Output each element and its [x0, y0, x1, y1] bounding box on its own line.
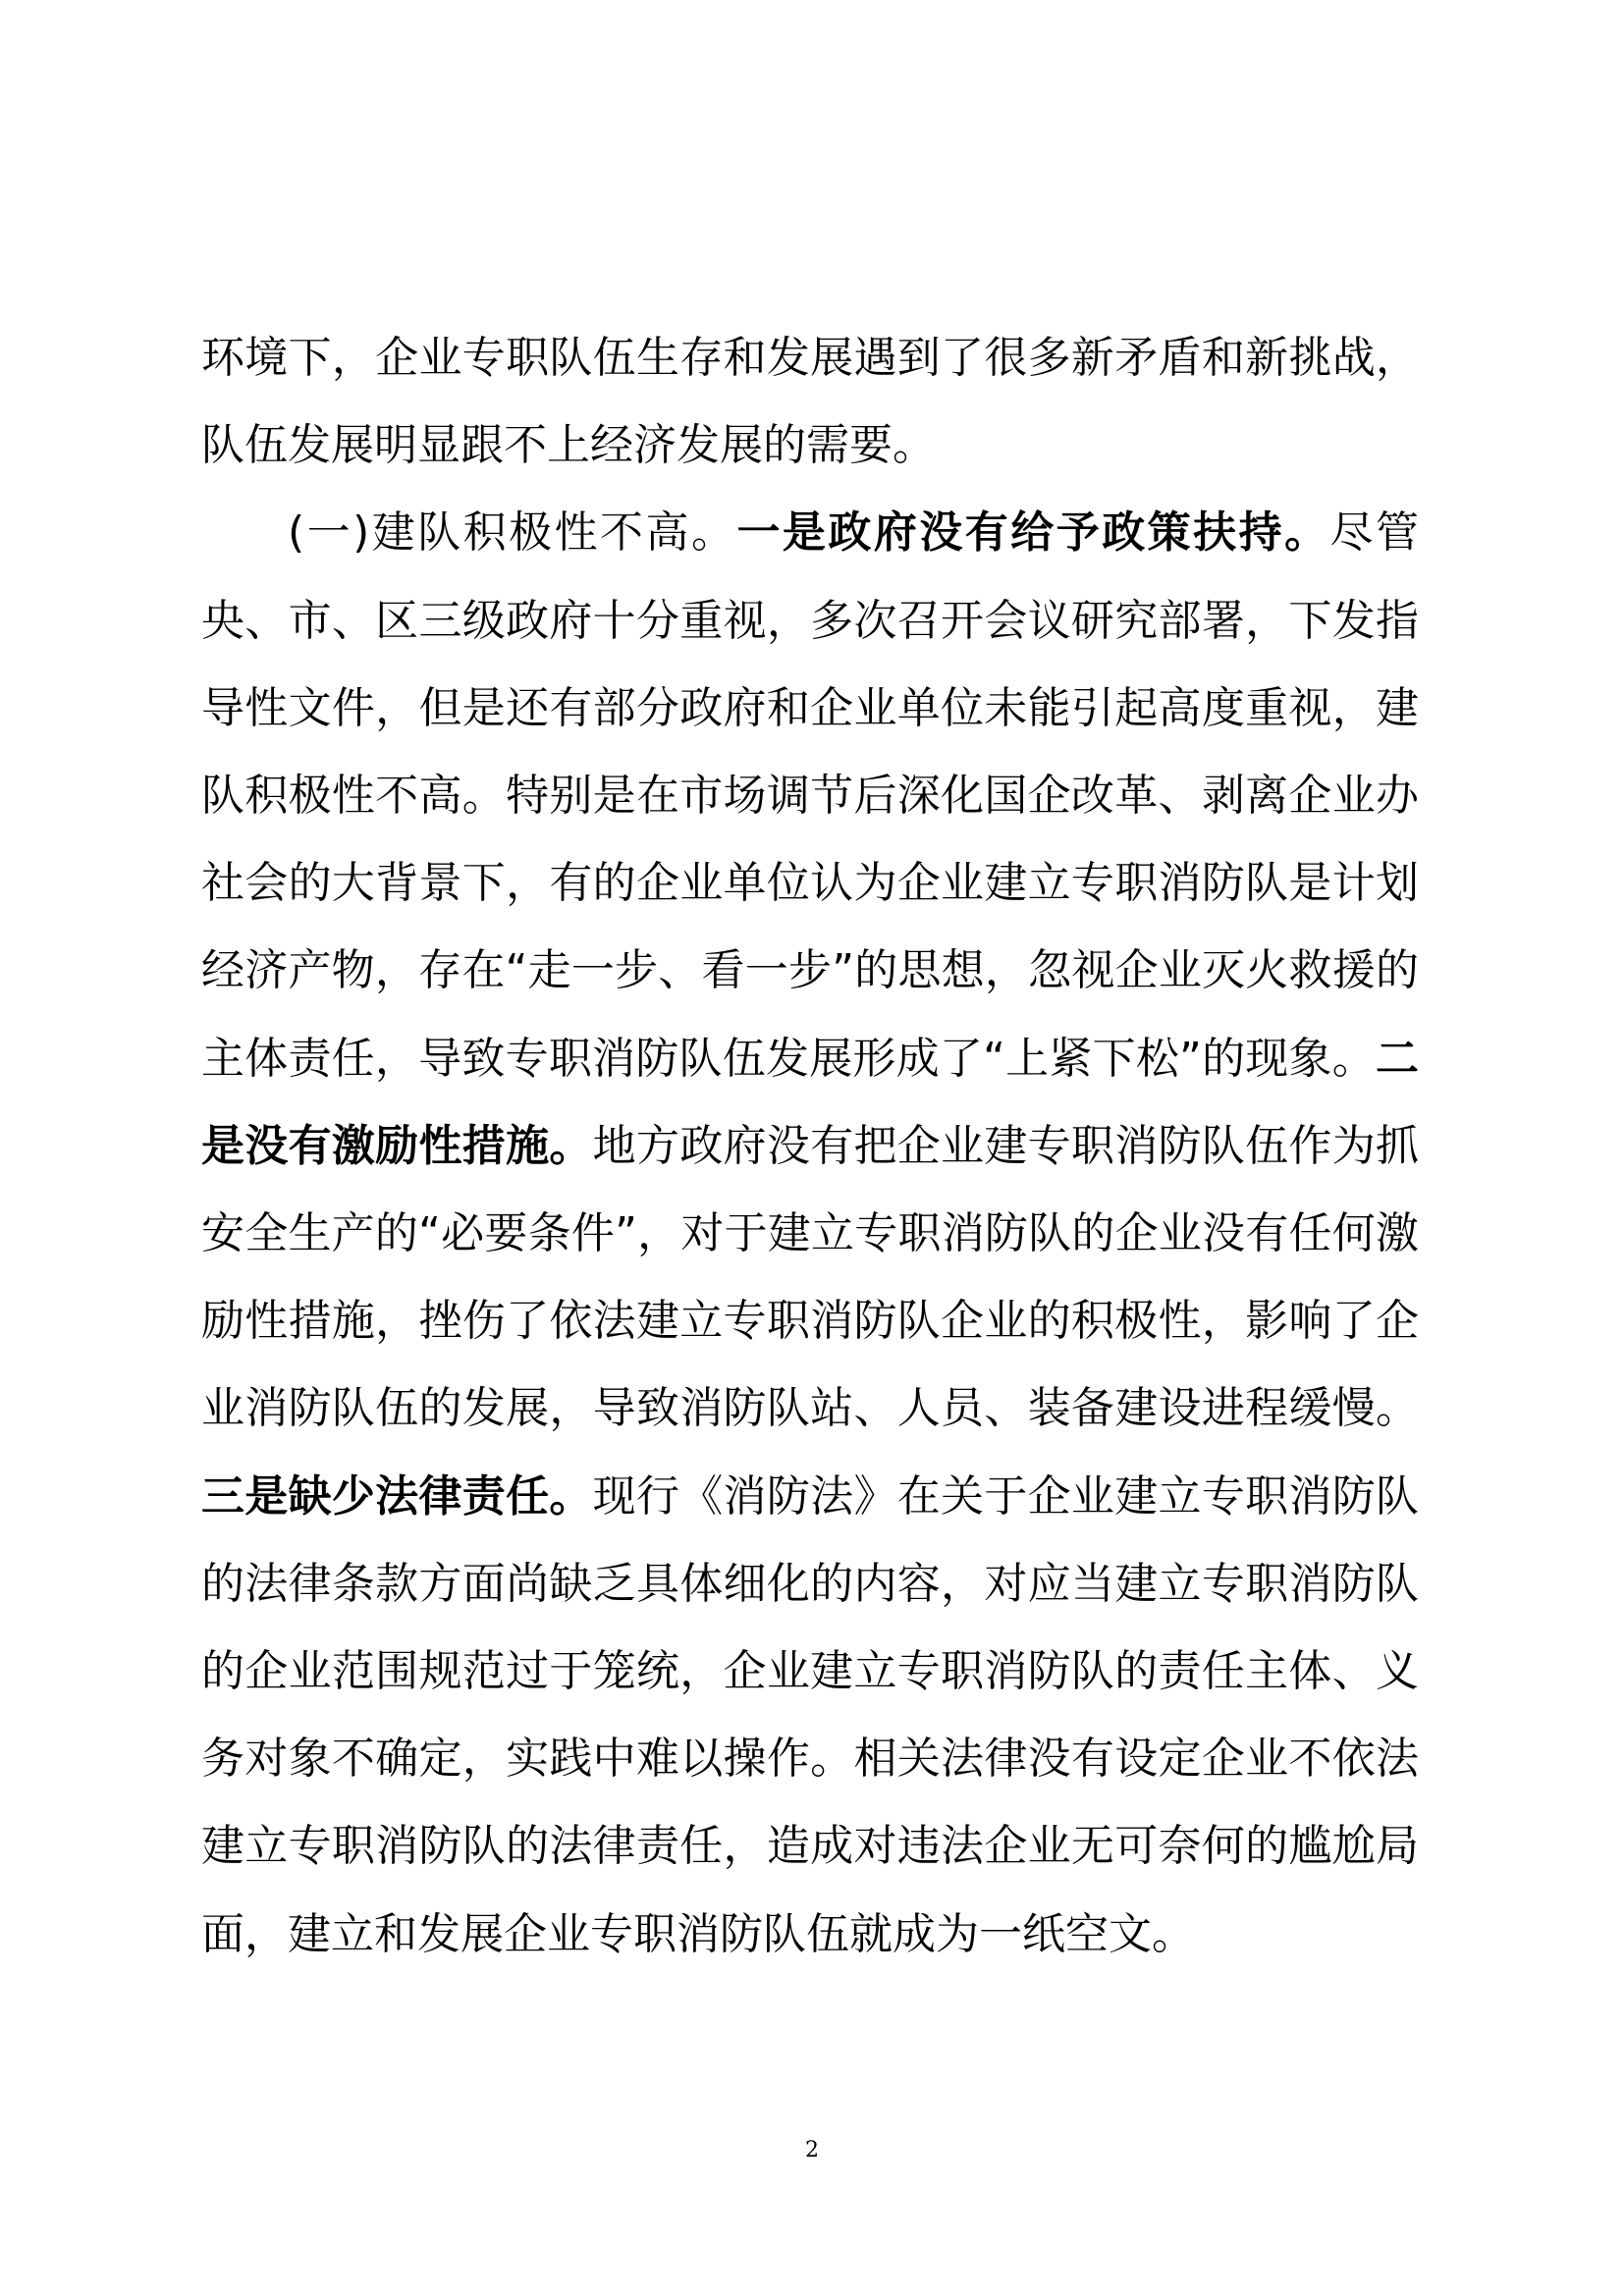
page-number: 2	[805, 2138, 819, 2163]
paragraph-continuation: 环境下，企业专职队伍生存和发展遇到了很多新矛盾和新挑战，队伍发展明显跟不上经济发展的需要。	[201, 333, 1419, 471]
point-one-heading: 一是政府没有给予政策扶持。	[736, 507, 1330, 559]
body-text	[201, 314, 1419, 1978]
point-two-heading: 二是没有激励性措施。	[201, 1033, 1419, 1171]
point-one-text: 尽管央、市、区三级政府十分重视，多次召开会议研究部署，下发指导性文件，但是还有部分政府和企业单位未能引起高度重视，建队积极性不高。特别是在市场调节后深化国企改革、剥离企业办社会的大背景下，有的企业单位认为企业建立专职消防队是计划经济产物，存在“走一步、看一步”的思想，忽视企业灭火救援的主体责任，导致专职消防队伍发展形成了“上紧下松”的现象。	[201, 507, 1419, 1084]
point-three-heading: 三是缺少法律责任。	[201, 1470, 593, 1522]
paragraph-section-one	[201, 489, 1419, 1977]
point-three-text: 现行《消防法》在关于企业建立专职消防队的法律条款方面尚缺乏具体细化的内容，对应当建立专职消防队的企业范围规范过于笼统，企业建立专职消防队的责任主体、义务对象不确定，实践中难以操作。相关法律没有设定企业不依法建立专职消防队的法律责任，造成对违法企业无可奈何的尴尬局面，建立和发展企业专职消防队伍就成为一纸空文。	[201, 1470, 1420, 1959]
section-heading: (一)建队积极性不高。	[288, 507, 737, 559]
point-two-text: 地方政府没有把企业建专职消防队伍作为抓安全生产的“必要条件”，对于建立专职消防队的企业没有任何激励性措施，挫伤了依法建立专职消防队企业的积极性，影响了企业消防队伍的发展，导致消防队站、人员、装备建设进程缓慢。	[201, 1120, 1420, 1434]
